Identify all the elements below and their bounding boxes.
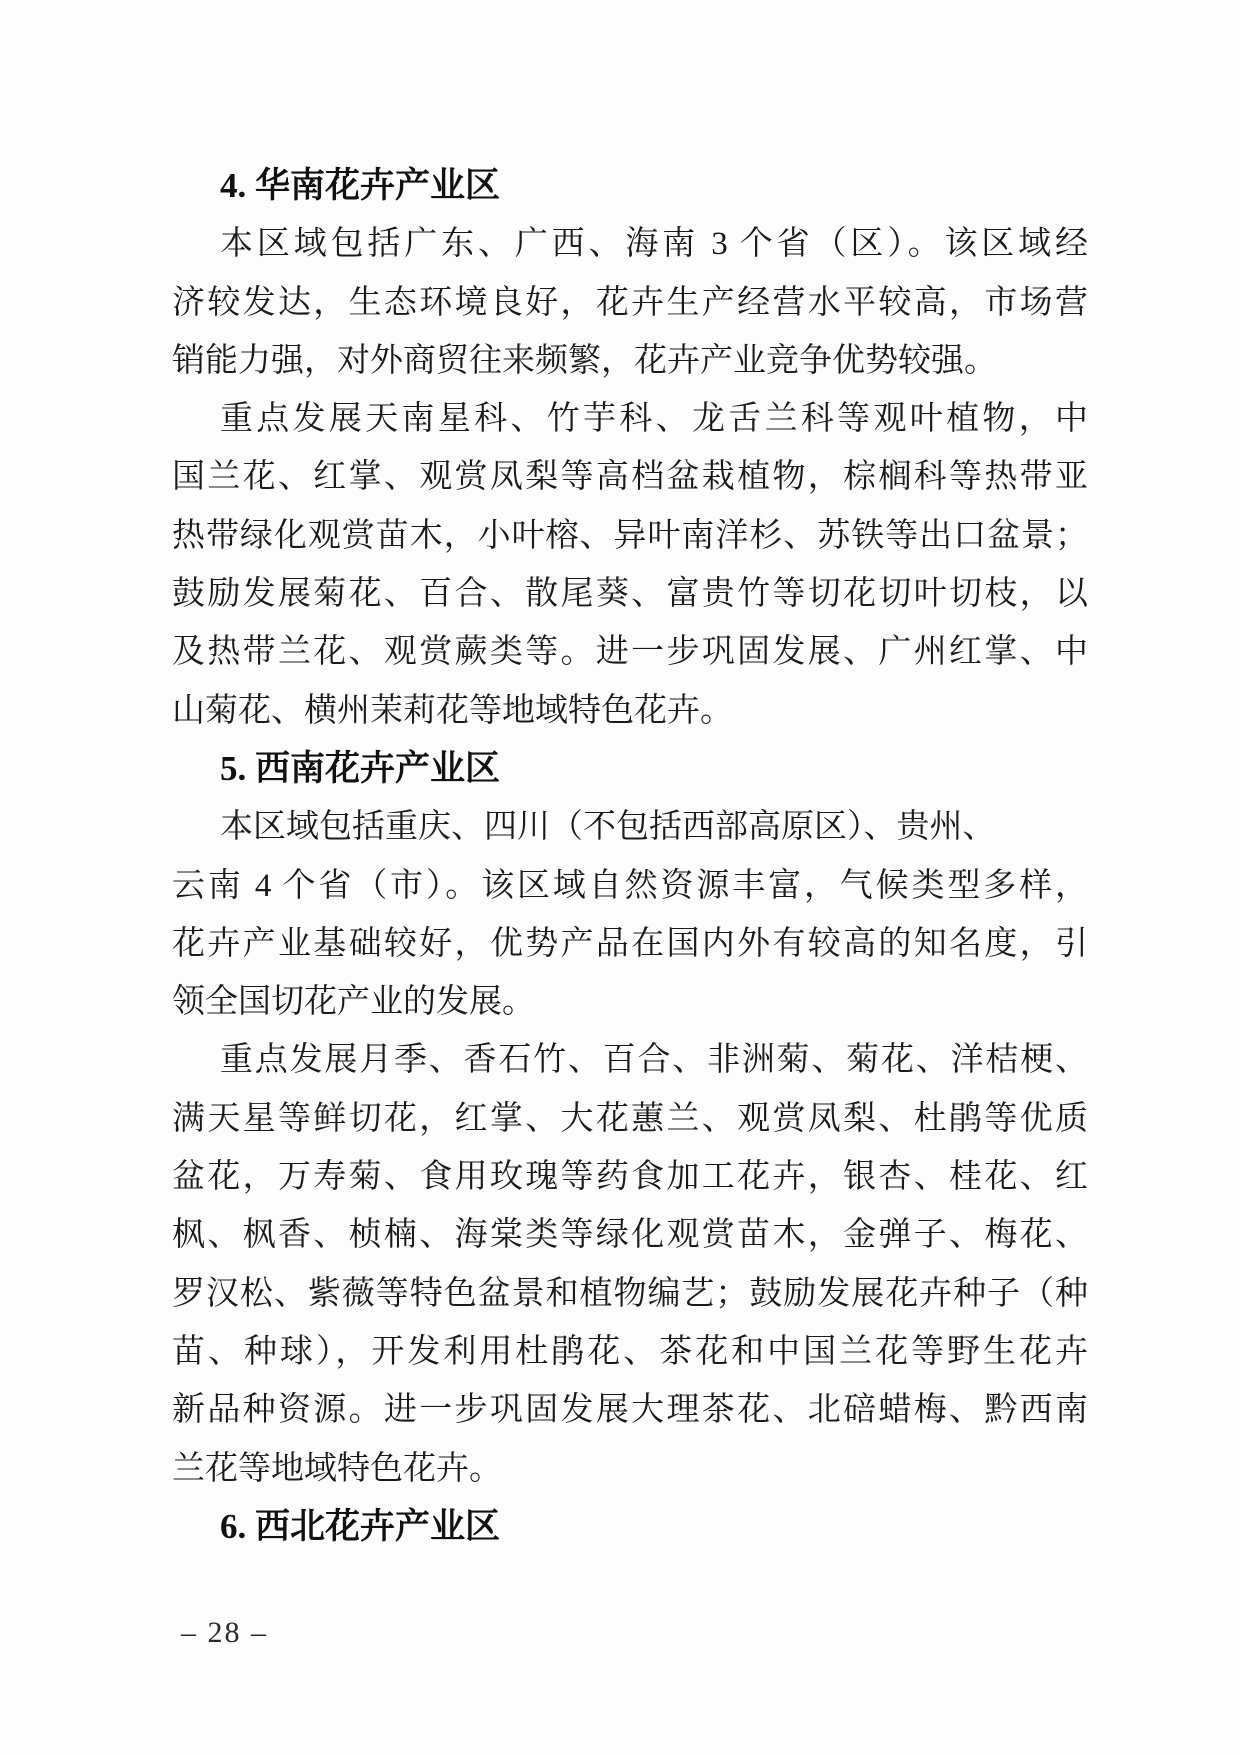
text-line: 热带绿化观赏苗木，小叶榕、异叶南洋杉、苏铁等出口盆景； [172, 517, 1088, 554]
text-line: 销能力强，对外商贸往来频繁，花卉产业竞争优势较强。 [172, 342, 997, 379]
text-line: 本区域包括广东、广西、海南 3 个省（区）。该区域经 [220, 226, 1088, 263]
text-line: 枫、枫香、桢楠、海棠类等绿化观赏苗木，金弹子、梅花、 [172, 1217, 1088, 1254]
text-line: 领全国切花产业的发展。 [172, 984, 535, 1021]
section-heading: 6. 西北花卉产业区 [220, 1506, 501, 1546]
section-heading: 4. 华南花卉产业区 [220, 166, 501, 205]
text-line: 云南 4 个省（市）。该区域自然资源丰富，气候类型多样， [172, 867, 1088, 904]
text-line: 新品种资源。进一步巩固发展大理茶花、北碚蜡梅、黔西南 [172, 1392, 1088, 1429]
text-line: 满天星等鲜切花，红掌、大花蕙兰、观赏凤梨、杜鹃等优质 [172, 1100, 1088, 1137]
text-line: 花卉产业基础较好，优势产品在国内外有较高的知名度，引 [172, 925, 1088, 962]
section-heading: 5. 西南花卉产业区 [220, 748, 501, 788]
text-line: 国兰花、红掌、观赏凤梨等高档盆栽植物，棕榈科等热带亚 [172, 459, 1088, 496]
text-line: 山菊花、横州茉莉花等地域特色花卉。 [172, 692, 733, 729]
text-line: 重点发展天南星科、竹芋科、龙舌兰科等观叶植物，中 [220, 401, 1088, 438]
text-line: 兰花等地域特色花卉。 [172, 1450, 502, 1487]
text-line: 及热带兰花、观赏蕨类等。进一步巩固发展、广州红掌、中 [172, 634, 1088, 671]
text-line: 苗、种球），开发利用杜鹃花、茶花和中国兰花等野生花卉 [172, 1333, 1088, 1370]
text-line: 重点发展月季、香石竹、百合、非洲菊、菊花、洋桔梗、 [220, 1042, 1088, 1079]
page-number: – 28 – [181, 1616, 268, 1649]
text-line: 本区域包括重庆、四川（不包括西部高原区）、贵州、 [220, 809, 996, 846]
document-body [172, 157, 1088, 1556]
text-line: 济较发达，生态环境良好，花卉生产经营水平较高，市场营 [172, 284, 1088, 321]
text-line: 罗汉松、紫薇等特色盆景和植物编艺；鼓励发展花卉种子（种 [172, 1275, 1088, 1312]
text-line: 鼓励发展菊花、百合、散尾葵、富贵竹等切花切叶切枝，以 [172, 576, 1088, 613]
text-line: 盆花，万寿菊、食用玫瑰等药食加工花卉，银杏、桂花、红 [172, 1159, 1088, 1196]
